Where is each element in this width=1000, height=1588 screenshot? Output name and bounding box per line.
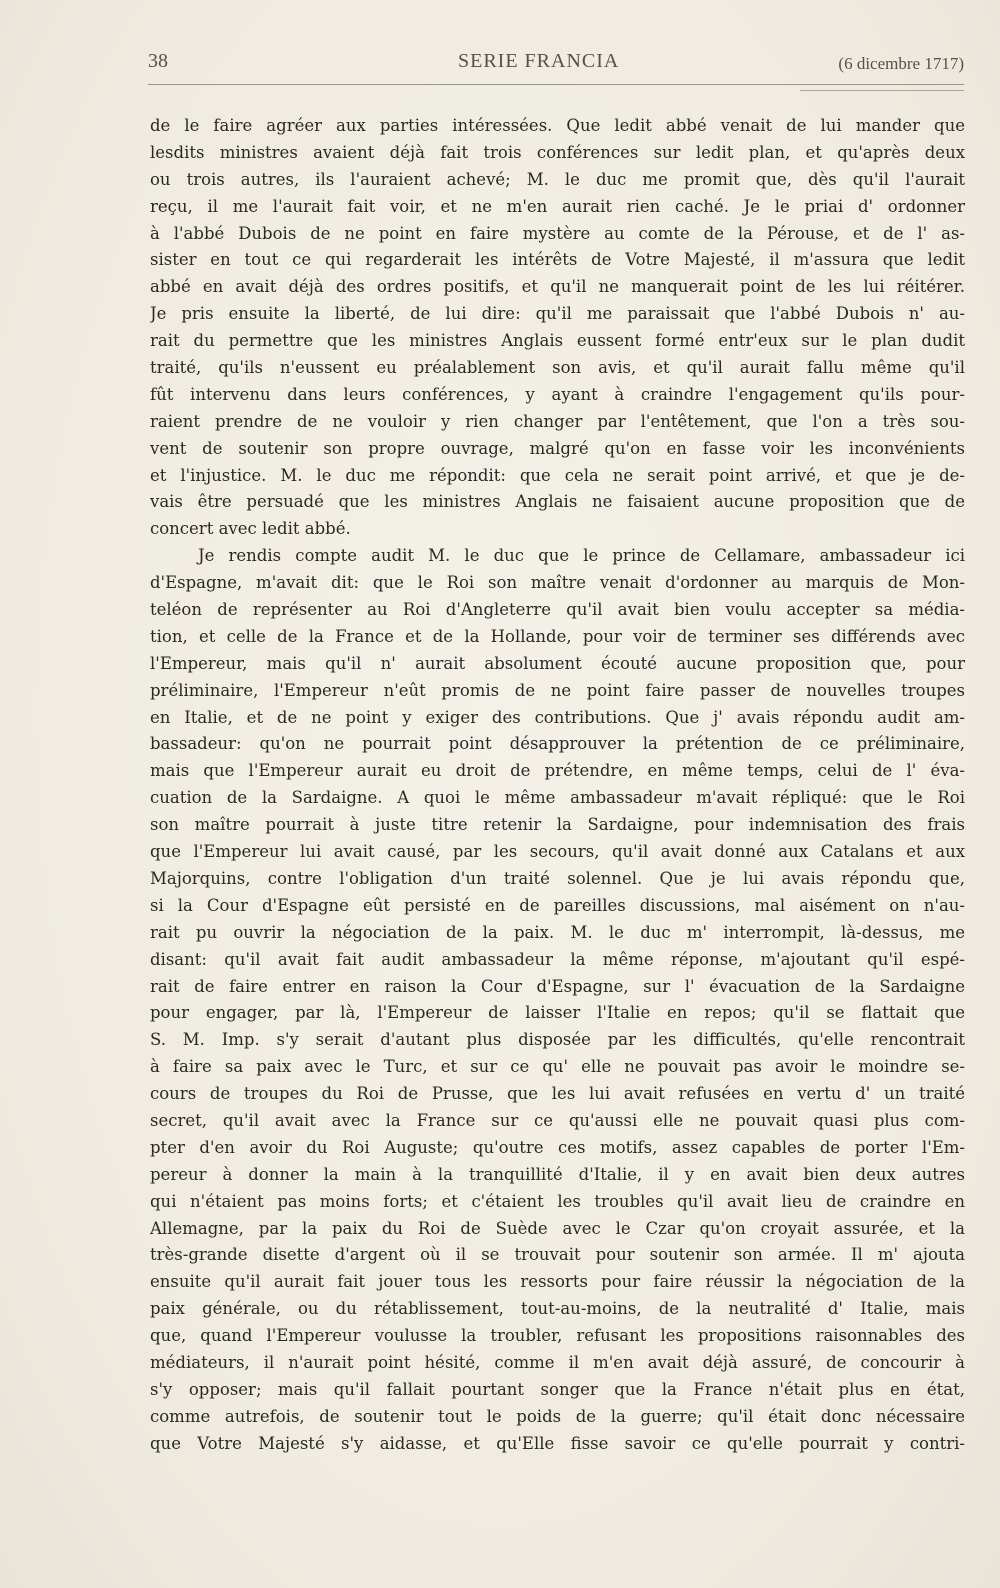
text-line: Allemagne, par la paix du Roi de Suède avec le Czar qu'on croyait assurée, et la <box>150 1218 965 1238</box>
text-line: abbé en avait déjà des ordres positifs, et qu'il ne manquerait point de les lui réitérer. <box>150 277 965 297</box>
text-line: S. M. Imp. s'y serait d'autant plus disposée par les difficultés, qu'elle rencontrait <box>150 1030 965 1050</box>
text-line: reçu, il me l'aurait fait voir, et ne m'en aurait rien caché. Je le priai d' ordonner <box>150 196 965 216</box>
page-number: 38 <box>148 50 168 72</box>
text-line: paix générale, ou du rétablissement, tout-au-moins, de la neutralité d' Italie, mais <box>150 1299 965 1319</box>
text-line: secret, qu'il avait avec la France sur ce qu'aussi elle ne pouvait quasi plus com- <box>150 1110 965 1130</box>
header-rule-short <box>800 90 964 91</box>
text-line: d'Espagne, m'avait dit: que le Roi son maître venait d'ordonner au marquis de Mon- <box>150 573 965 593</box>
text-line: Majorquins, contre l'obligation d'un traité solennel. Que je lui avais répondu que, <box>150 868 965 888</box>
text-line: cours de troupes du Roi de Prusse, que les lui avait refusées en vertu d' un traité <box>150 1084 965 1104</box>
text-line: pereur à donner la main à la tranquillité d'Italie, il y en avait bien deux autres <box>150 1164 965 1184</box>
text-line: si la Cour d'Espagne eût persisté en de pareilles discussions, mal aisément on n'au- <box>150 895 965 915</box>
text-line: très-grande disette d'argent où il se trouvait pour soutenir son armée. Il m' ajouta <box>150 1245 965 1265</box>
header-rule <box>148 84 964 85</box>
text-line: vent de soutenir son propre ouvrage, malgré qu'on en fasse voir les inconvénients <box>150 438 965 458</box>
text-line: rait de faire entrer en raison la Cour d'Espagne, sur l' évacuation de la Sardaigne <box>150 976 965 996</box>
text-line: raient prendre de ne vouloir y rien changer par l'entêtement, que l'on a très sou- <box>150 411 965 431</box>
text-line: son maître pourrait à juste titre retenir la Sardaigne, pour indemnisation des frais <box>150 815 965 835</box>
header-date: (6 dicembre 1717) <box>838 54 964 73</box>
text-line: ensuite qu'il aurait fait jouer tous les ressorts pour faire réussir la négociation de la <box>150 1272 965 1292</box>
text-line: que l'Empereur lui avait causé, par les secours, qu'il avait donné aux Catalans et aux <box>150 842 965 862</box>
text-line: s'y opposer; mais qu'il fallait pourtant songer que la France n'était plus en état, <box>150 1379 965 1399</box>
body-text <box>150 113 965 1458</box>
text-line: lesdits ministres avaient déjà fait trois conférences sur ledit plan, et qu'après deux <box>150 142 965 162</box>
text-line: médiateurs, il n'aurait point hésité, comme il m'en avait déjà assuré, de concourir à <box>150 1352 965 1372</box>
text-line: de le faire agréer aux parties intéressées. Que ledit abbé venait de lui mander que <box>150 116 965 135</box>
text-line: à l'abbé Dubois de ne point en faire mystère au comte de la Pérouse, et de l' as- <box>150 223 965 243</box>
text-line: Je rendis compte audit M. le duc que le prince de Cellamare, ambassadeur ici <box>198 546 965 566</box>
series-title: SERIE FRANCIA <box>458 50 620 72</box>
text-line: l'Empereur, mais qu'il n' aurait absolument écouté aucune proposition que, pour <box>150 653 965 673</box>
text-line: que Votre Majesté s'y aidasse, et qu'Elle fisse savoir ce qu'elle pourrait y contri- <box>150 1433 965 1453</box>
text-line: teléon de représenter au Roi d'Angleterre qu'il avait bien voulu accepter sa média- <box>150 600 965 620</box>
text-line: ou trois autres, ils l'auraient achevé; M. le duc me promit que, dès qu'il l'aurait <box>150 169 965 189</box>
text-line: disant: qu'il avait fait audit ambassadeur la même réponse, m'ajoutant qu'il espé- <box>150 949 965 969</box>
text-line: tion, et celle de la France et de la Hollande, pour voir de terminer ses différends avec <box>150 626 965 646</box>
text-line: sister en tout ce qui regarderait les intérêts de Votre Majesté, il m'assura que ledit <box>150 250 965 270</box>
text-line: préliminaire, l'Empereur n'eût promis de ne point faire passer de nouvelles troupes <box>150 680 965 700</box>
text-line: rait du permettre que les ministres Anglais eussent formé entr'eux sur le plan dudit <box>150 331 965 351</box>
text-line: que, quand l'Empereur voulusse la troubler, refusant les propositions raisonnables des <box>150 1326 965 1346</box>
text-line: pter d'en avoir du Roi Auguste; qu'outre ces motifs, assez capables de porter l'Em- <box>150 1137 965 1157</box>
running-head <box>148 48 964 78</box>
text-line: vais être persuadé que les ministres Anglais ne faisaient aucune proposition que de <box>150 492 965 512</box>
text-line: rait pu ouvrir la négociation de la paix. M. le duc m' interrompit, là-dessus, me <box>150 922 965 942</box>
text-line: traité, qu'ils n'eussent eu préalablement son avis, et qu'il aurait fallu même qu'il <box>150 358 965 378</box>
text-line: concert avec ledit abbé. <box>150 519 351 539</box>
text-line: en Italie, et de ne point y exiger des contributions. Que j' avais répondu audit am- <box>150 707 965 727</box>
text-line: qui n'étaient pas moins forts; et c'étaient les troubles qu'il avait lieu de craindre en <box>150 1191 965 1211</box>
text-line: pour engager, par là, l'Empereur de laisser l'Italie en repos; qu'il se flattait que <box>150 1003 965 1023</box>
text-line: fût intervenu dans leurs conférences, y ayant à craindre l'engagement qu'ils pour- <box>150 384 965 404</box>
text-line: Je pris ensuite la liberté, de lui dire: qu'il me paraissait que l'abbé Dubois n' au- <box>150 304 965 324</box>
text-line: à faire sa paix avec le Turc, et sur ce qu' elle ne pouvait pas avoir le moindre se- <box>150 1057 965 1077</box>
text-line: cuation de la Sardaigne. A quoi le même ambassadeur m'avait répliqué: que le Roi <box>150 788 965 808</box>
text-line: mais que l'Empereur aurait eu droit de prétendre, en même temps, celui de l' éva- <box>150 761 965 781</box>
text-line: comme autrefois, de soutenir tout le poids de la guerre; qu'il était donc nécessaire <box>150 1406 965 1426</box>
text-line: et l'injustice. M. le duc me répondit: que cela ne serait point arrivé, et que je de- <box>150 465 965 485</box>
text-line: bassadeur: qu'on ne pourrait point désapprouver la prétention de ce préliminaire, <box>150 734 965 754</box>
